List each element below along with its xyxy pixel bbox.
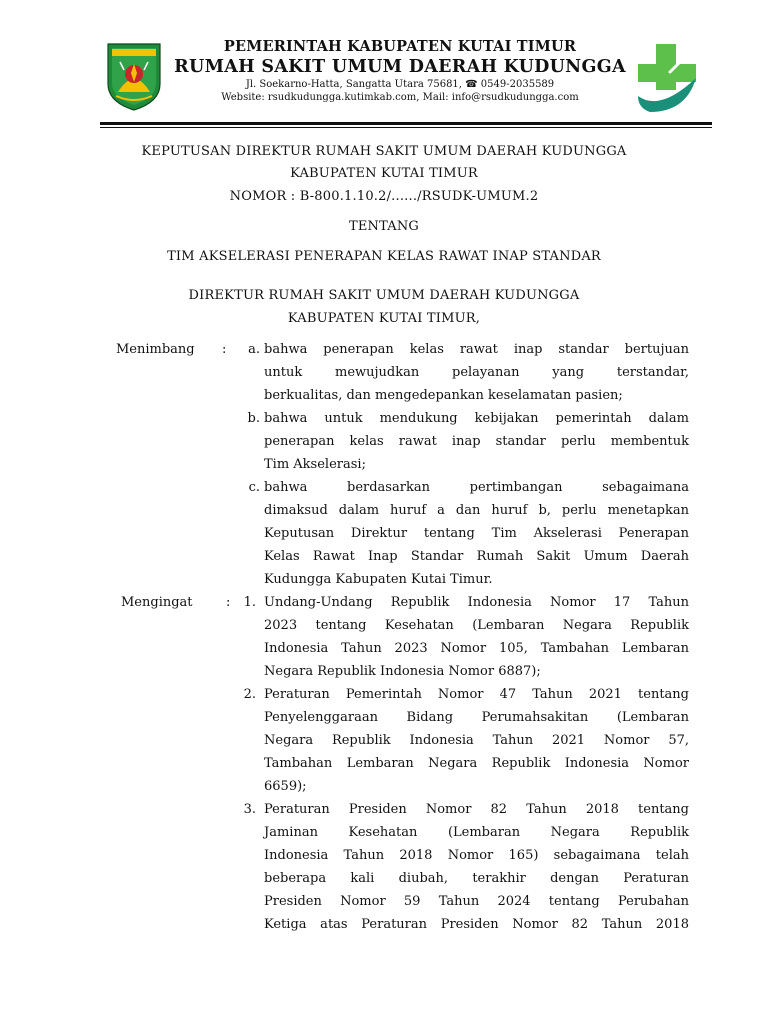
- list-line: dimaksud dalam huruf a dan huruf b, perlu menetapkan: [264, 503, 689, 518]
- letterhead: [100, 38, 710, 122]
- decree-number: NOMOR : B-800.1.10.2/....../RSUDK-UMUM.2: [229, 189, 539, 204]
- letterhead-text: [170, 38, 630, 104]
- hospital-address: Jl. Soekarno-Hatta, Sangatta Utara 75681, ☎ 0549-2035589: [245, 79, 555, 90]
- list-line: Peraturan Presiden Nomor 82 Tahun 2018 tentang: [264, 802, 689, 817]
- list-marker: 1.: [243, 595, 256, 610]
- list-line: Indonesia Tahun 2018 Nomor 165) sebagaimana telah: [264, 848, 689, 863]
- list-line: beberapa kali diubah, terakhir dengan Peraturan: [264, 871, 689, 886]
- director-title: DIREKTUR RUMAH SAKIT UMUM DAERAH KUDUNGGA: [188, 288, 580, 303]
- menimbang-label: Menimbang: [116, 342, 195, 357]
- list-line: bahwa untuk mendukung kebijakan pemerintah dalam: [264, 411, 689, 426]
- list-line: berkualitas, dan mengedepankan keselamatan pasien;: [264, 388, 623, 403]
- list-line: bahwa penerapan kelas rawat inap standar bertujuan: [264, 342, 689, 357]
- tentang-heading: TENTANG: [348, 219, 420, 234]
- decree-title: KEPUTUSAN DIREKTUR RUMAH SAKIT UMUM DAERAH KUDUNGGA: [141, 144, 627, 159]
- list-line: Presiden Nomor 59 Tahun 2024 tentang Perubahan: [264, 894, 689, 909]
- list-line: untuk mewujudkan pelayanan yang terstandar,: [264, 365, 689, 380]
- list-line: Kudungga Kabupaten Kutai Timur.: [264, 572, 493, 587]
- menimbang-colon: :: [222, 342, 227, 357]
- list-line: penerapan kelas rawat inap standar perlu membentuk: [264, 434, 689, 449]
- list-marker: c.: [248, 480, 260, 495]
- list-marker: 2.: [243, 687, 256, 702]
- list-marker: 3.: [243, 802, 256, 817]
- list-marker: a.: [248, 342, 260, 357]
- mengingat-colon: :: [226, 595, 231, 610]
- hospital-name: RUMAH SAKIT UMUM DAERAH KUDUNGGA: [174, 57, 626, 77]
- mengingat-label: Mengingat: [121, 595, 193, 610]
- letterhead-rule-thin: [100, 127, 712, 128]
- list-marker: b.: [247, 411, 260, 426]
- list-line: Tambahan Lembaran Negara Republik Indonesia Nomor: [264, 756, 689, 771]
- decree-region: KABUPATEN KUTAI TIMUR: [290, 166, 478, 181]
- list-line: Penyelenggaraan Bidang Perumahsakitan (Lembaran: [264, 710, 689, 725]
- list-line: 2023 tentang Kesehatan (Lembaran Negara Republik: [264, 618, 689, 633]
- list-line: Peraturan Pemerintah Nomor 47 Tahun 2021 tentang: [264, 687, 689, 702]
- list-line: Ketiga atas Peraturan Presiden Nomor 82 Tahun 2018: [264, 917, 689, 932]
- list-line: Negara Republik Indonesia Nomor 6887);: [264, 664, 541, 679]
- list-line: Keputusan Direktur tentang Tim Akselerasi Penerapan: [264, 526, 689, 541]
- decree-subject: TIM AKSELERASI PENERAPAN KELAS RAWAT INAP STANDAR: [167, 249, 601, 264]
- list-line: Indonesia Tahun 2023 Nomor 105, Tambahan Lembaran: [264, 641, 689, 656]
- kabupaten-seal-logo: [104, 40, 164, 112]
- list-line: bahwa berdasarkan pertimbangan sebagaimana: [264, 480, 689, 495]
- list-line: Jaminan Kesehatan (Lembaran Negara Republik: [264, 825, 689, 840]
- list-line: Undang-Undang Republik Indonesia Nomor 17 Tahun: [264, 595, 689, 610]
- hospital-website: Website: rsudkudungga.kutimkab.com, Mail: info@rsudkudungga.com: [221, 92, 579, 103]
- list-line: 6659);: [264, 779, 307, 794]
- list-line: Tim Akselerasi;: [264, 457, 366, 472]
- government-name: PEMERINTAH KABUPATEN KUTAI TIMUR: [223, 38, 577, 55]
- list-line: Kelas Rawat Inap Standar Rumah Sakit Umum Daerah: [264, 549, 689, 564]
- hospital-cross-logo: [630, 42, 702, 114]
- letterhead-rule: [100, 122, 712, 125]
- director-region: KABUPATEN KUTAI TIMUR,: [287, 311, 481, 326]
- list-line: Negara Republik Indonesia Tahun 2021 Nomor 57,: [264, 733, 689, 748]
